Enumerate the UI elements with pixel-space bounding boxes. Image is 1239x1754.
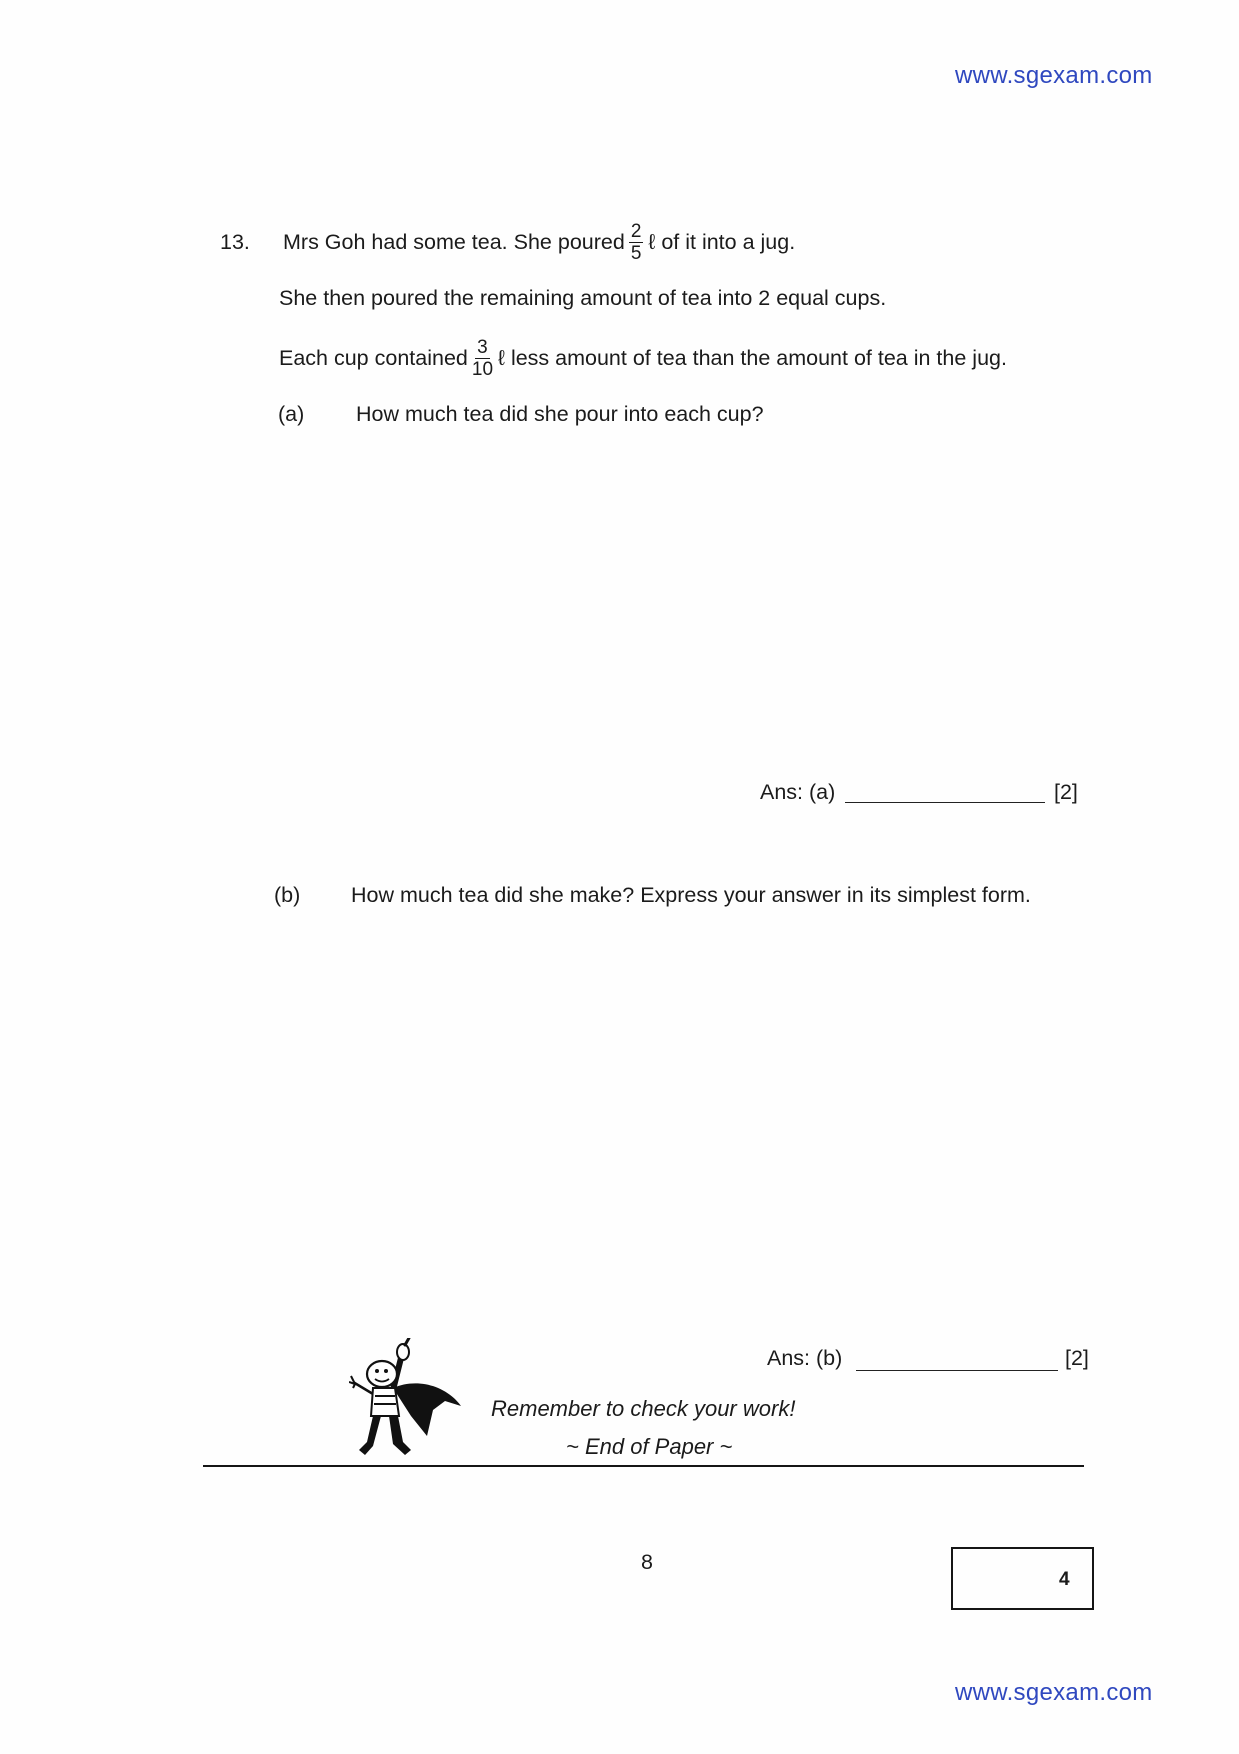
- footer-divider: [203, 1465, 1084, 1467]
- fraction-denominator: 5: [630, 242, 642, 264]
- reminder-text: Remember to check your work!: [491, 1396, 796, 1421]
- question-line-1-tail: ℓ of it into a jug.: [648, 229, 796, 254]
- part-a-text: How much tea did she pour into each cup?: [356, 402, 764, 426]
- fraction-numerator: 2: [630, 220, 642, 242]
- fraction-denominator: 10: [471, 358, 494, 380]
- question-line-3-text: Each cup contained: [279, 345, 468, 370]
- answer-b-blank-line: [856, 1370, 1058, 1371]
- question-line-1: [283, 220, 795, 264]
- question-line-3-tail: ℓ less amount of tea than the amount of tea in the jug.: [498, 345, 1007, 370]
- end-of-paper-text: ~ End of Paper ~: [566, 1434, 733, 1459]
- part-b-label: (b): [274, 883, 301, 907]
- score-box: [951, 1547, 1094, 1610]
- mascot-icon: [349, 1338, 462, 1455]
- part-a-label: (a): [278, 402, 305, 426]
- fraction-three-tenths: [472, 338, 493, 379]
- page-number: 8: [641, 1550, 653, 1574]
- question-line-3: [279, 336, 1007, 380]
- header-url: www.sgexam.com: [955, 62, 1153, 89]
- answer-a-blank-line: [845, 802, 1045, 803]
- score-box-value: 4: [1059, 1569, 1070, 1590]
- question-number: 13.: [220, 230, 250, 254]
- answer-a-label: Ans: (a): [760, 780, 836, 804]
- question-line-2: She then poured the remaining amount of tea into 2 equal cups.: [279, 286, 887, 310]
- answer-a-marks: [2]: [1054, 780, 1078, 804]
- part-b-text: How much tea did she make? Express your answer in its simplest form.: [351, 883, 1031, 907]
- answer-b-label: Ans: (b): [767, 1346, 843, 1370]
- fraction-two-fifths: [629, 222, 644, 263]
- fraction-numerator: 3: [477, 336, 488, 358]
- footer-url: www.sgexam.com: [955, 1679, 1153, 1706]
- question-line-1-text: Mrs Goh had some tea. She poured: [283, 229, 625, 254]
- answer-b-marks: [2]: [1065, 1346, 1089, 1370]
